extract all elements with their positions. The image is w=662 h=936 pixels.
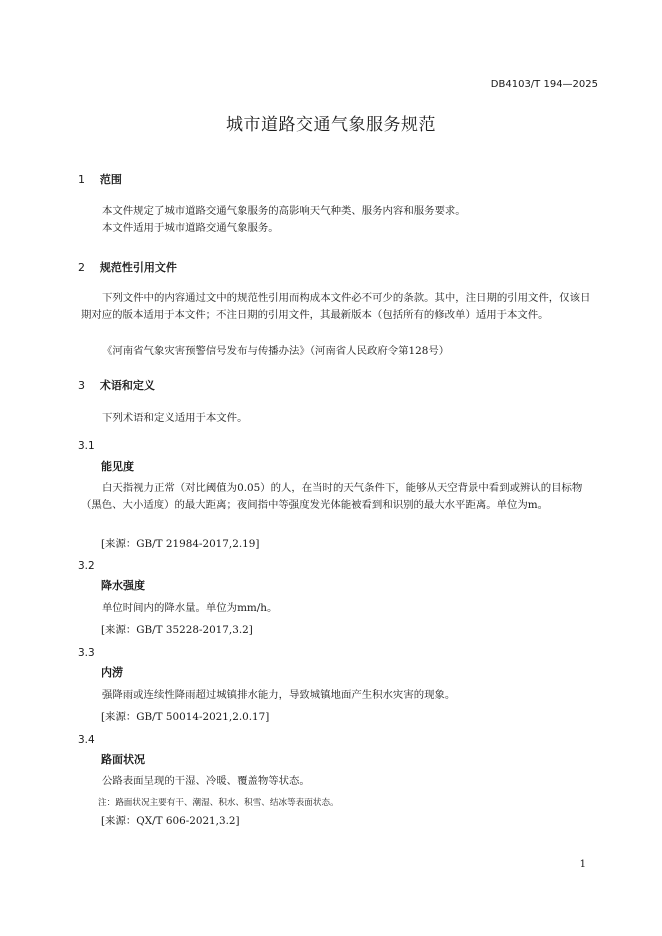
section-number: 2 xyxy=(78,261,85,274)
term-definition: 单位时间内的降水量。单位为mm/h。 xyxy=(102,602,278,614)
term-definition: 公路表面呈现的干湿、冷暖、覆盖物等状态。 xyxy=(102,775,310,787)
section-title: 术语和定义 xyxy=(99,379,155,392)
paragraph: 本文件规定了城市道路交通气象服务的高影响天气种类、服务内容和服务要求。 xyxy=(102,205,466,217)
term-source: [来源：QX/T 606-2021,3.2] xyxy=(101,815,240,827)
document-number: DB4103/T 194—2025 xyxy=(490,79,598,90)
term-number: 3.1 xyxy=(78,440,95,452)
term-name: 降水强度 xyxy=(101,579,145,592)
term-number: 3.3 xyxy=(78,647,95,659)
term-source: [来源：GB/T 21984-2017,2.19] xyxy=(101,538,260,550)
document-title: 城市道路交通气象服务规范 xyxy=(226,115,436,135)
paragraph: 下列文件中的内容通过文中的规范性引用而构成本文件必不可少的条款。其中，注日期的引用文件，仅该日期对应的版本适用于本文件；不注日期的引用文件，其最新版本（包括所有的修改单）适用于本文件。 xyxy=(81,292,591,321)
term-name: 路面状况 xyxy=(101,753,145,766)
term-number: 3.2 xyxy=(78,560,95,572)
term-source: [来源：GB/T 35228-2017,3.2] xyxy=(101,624,253,636)
term-number: 3.4 xyxy=(78,734,95,746)
term-definition: 强降雨或连续性降雨超过城镇排水能力，导致城镇地面产生积水灾害的现象。 xyxy=(102,689,456,701)
page-number: 1 xyxy=(579,859,586,870)
section-title: 规范性引用文件 xyxy=(99,261,177,274)
term-note: 注：路面状况主要有干、潮湿、积水、积雪、结冰等表面状态。 xyxy=(98,798,339,808)
paragraph: 本文件适用于城市道路交通气象服务。 xyxy=(102,222,279,234)
section-number: 1 xyxy=(78,173,85,186)
section-number: 3 xyxy=(78,379,85,392)
section-heading-scope xyxy=(78,171,122,187)
paragraph: 下列术语和定义适用于本文件。 xyxy=(102,412,248,424)
section-heading-terms xyxy=(78,377,155,393)
reference-item: 《河南省气象灾害预警信号发布与传播办法》（河南省人民政府令第128号） xyxy=(102,345,450,357)
term-definition: 白天指视力正常（对比阈值为0.05）的人，在当时的天气条件下，能够从天空背景中看到或辨认的目标物（黑色、大小适度）的最大距离；夜间指中等强度发光体能被看到和识别的最大水平距离。单位为m。 xyxy=(81,482,583,511)
term-name: 能见度 xyxy=(101,460,134,473)
section-heading-normative-references xyxy=(78,259,177,275)
section-title: 范围 xyxy=(99,173,122,186)
term-source: [来源：GB/T 50014-2021,2.0.17] xyxy=(101,711,270,723)
term-name: 内涝 xyxy=(101,666,123,679)
